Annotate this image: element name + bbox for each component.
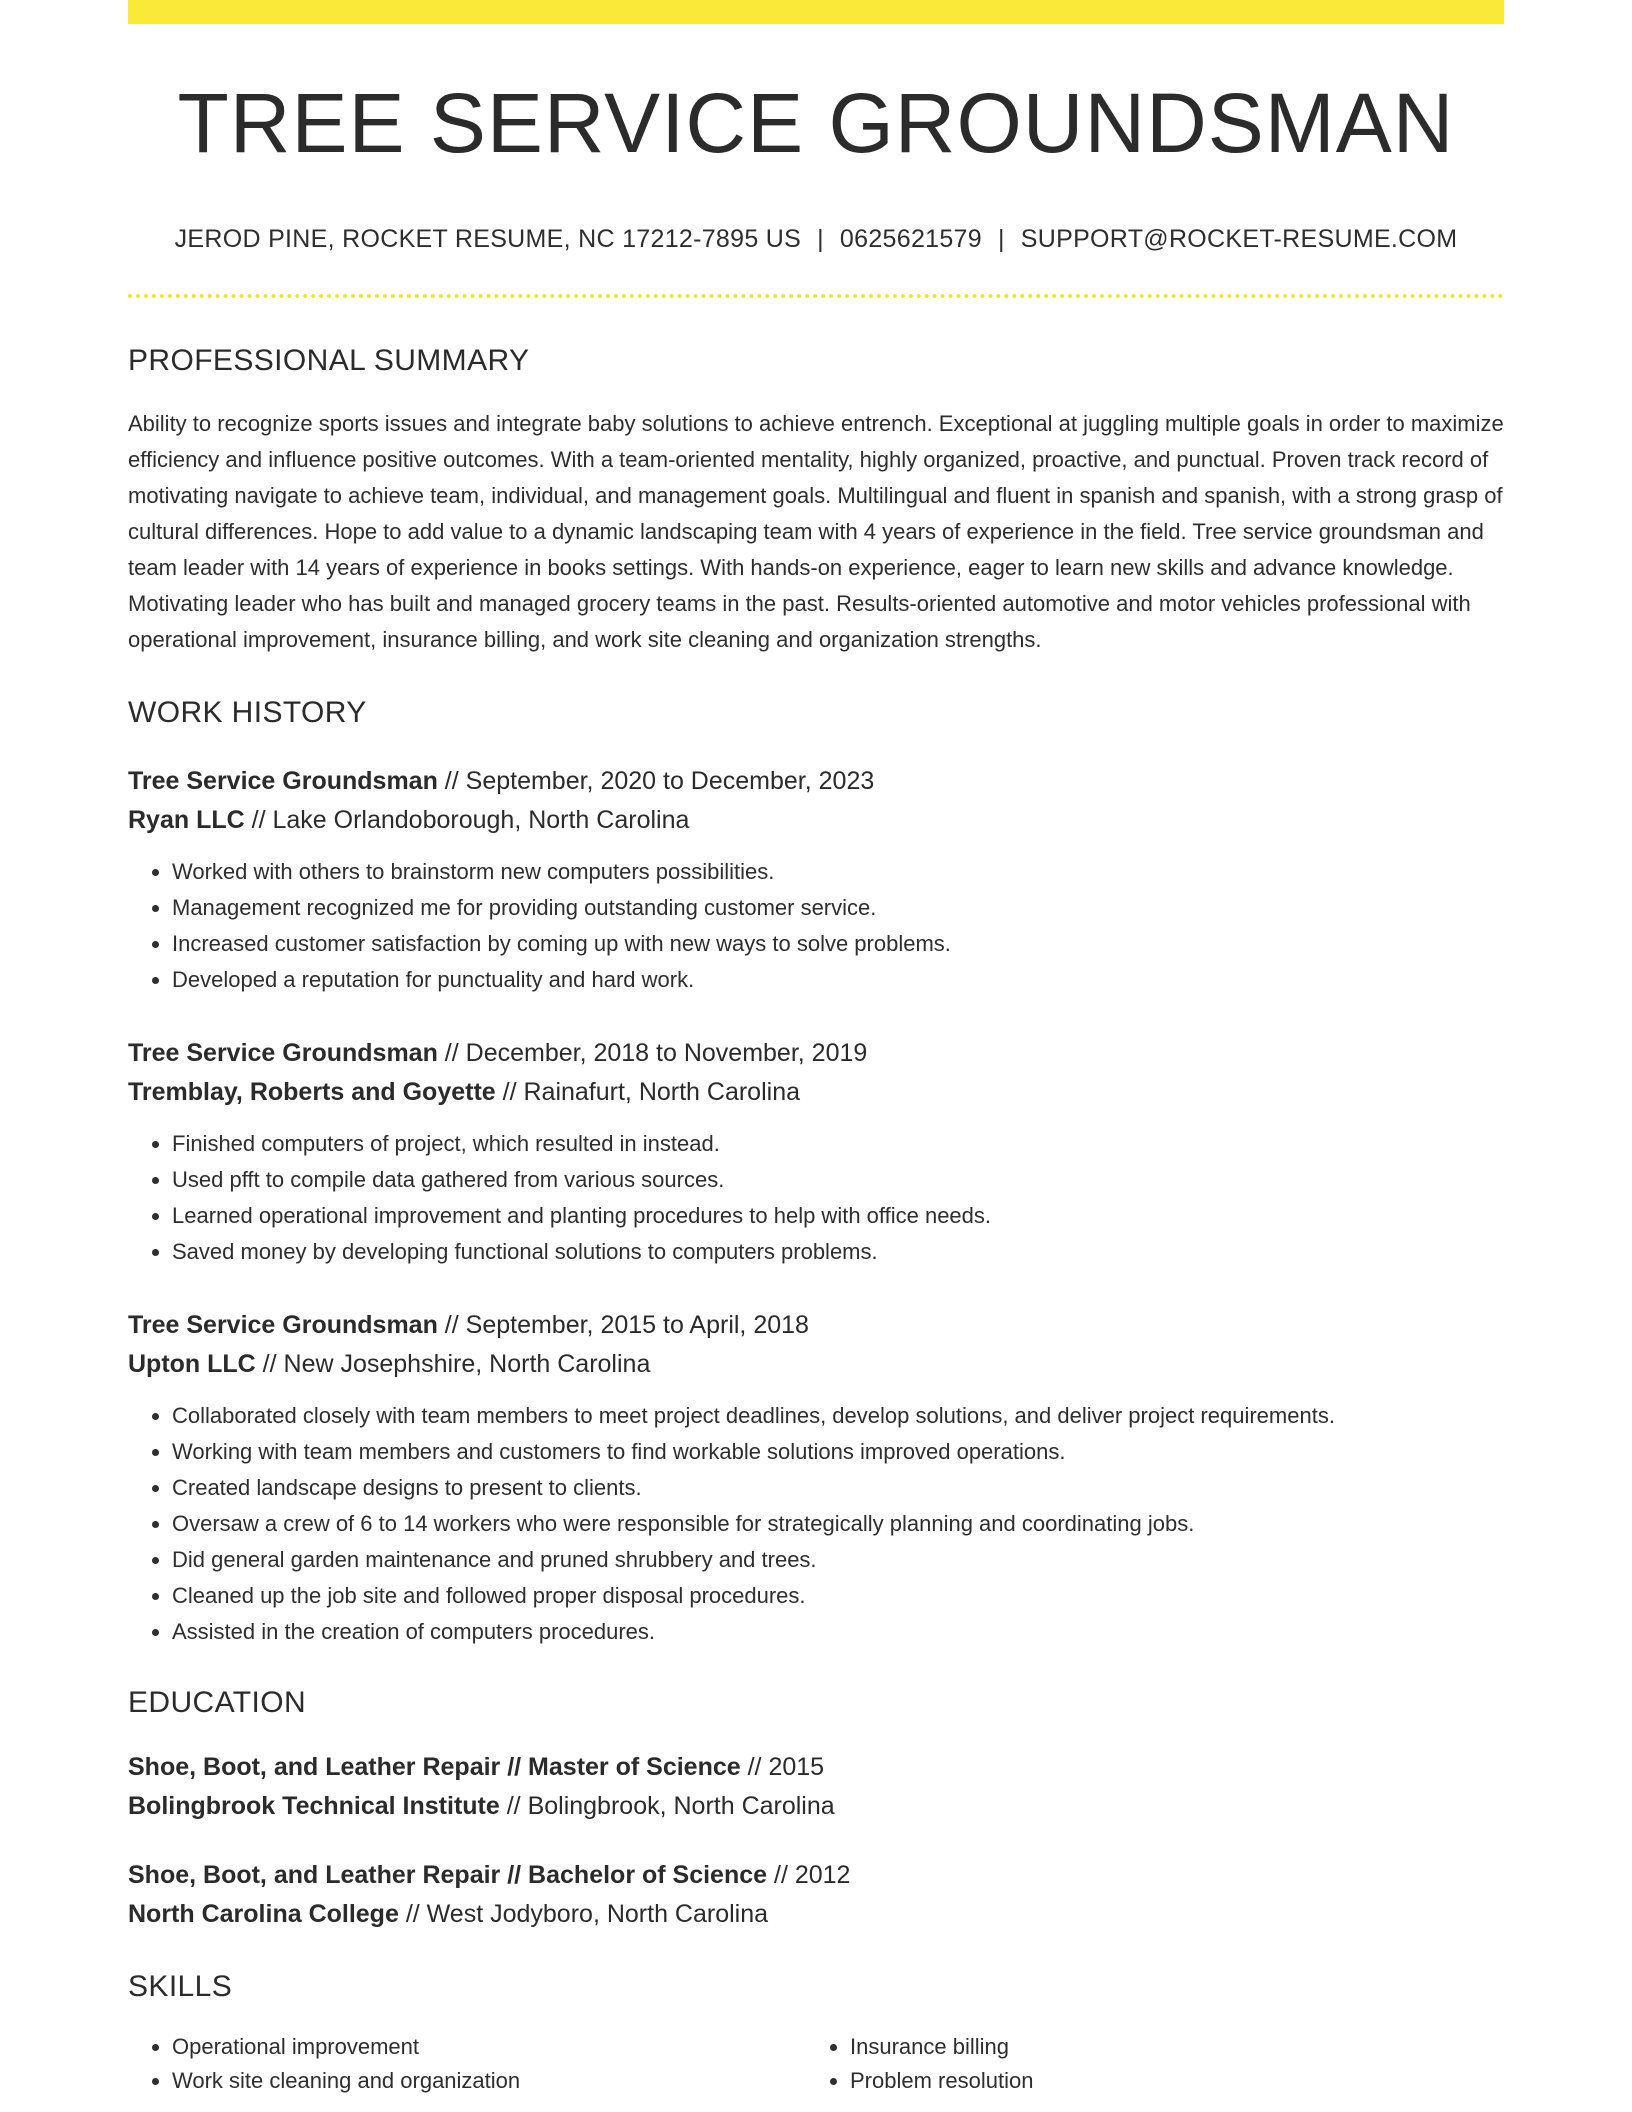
- job-location: // Rainafurt, North Carolina: [495, 1078, 800, 1106]
- job-company-line: [128, 1073, 1504, 1112]
- job-bullet: • Worked with others to brainstorm new computers possibilities.: [172, 854, 1504, 890]
- job-bullet: • Saved money by developing functional solutions to computers problems.: [172, 1234, 1504, 1270]
- skills-column-right: [806, 2030, 1450, 2098]
- job-title: Tree Service Groundsman: [128, 767, 438, 795]
- skills-heading: SKILLS: [128, 1970, 233, 2003]
- job-bullets: [128, 1126, 1504, 1270]
- job-company-line: [128, 1345, 1504, 1384]
- job-entry: [128, 1306, 1504, 1650]
- job-bullet: • Cleaned up the job site and followed proper disposal procedures.: [172, 1578, 1504, 1614]
- job-title-line: [128, 1306, 1504, 1345]
- resume-title: TREE SERVICE GROUNDSMAN: [177, 76, 1455, 170]
- job-bullet: • Developed a reputation for punctuality and hard work.: [172, 962, 1504, 998]
- job-bullet: • Oversaw a crew of 6 to 14 workers who were responsible for strategically planning and coordinating jobs.: [172, 1506, 1504, 1542]
- job-dates: // September, 2015 to April, 2018: [437, 1311, 809, 1339]
- skill-item: • Operational improvement: [172, 2030, 806, 2064]
- job-entry: [128, 1034, 1504, 1270]
- education-school: Bolingbrook Technical Institute: [128, 1792, 500, 1820]
- education-school: North Carolina College: [128, 1900, 399, 1928]
- work-history-heading: WORK HISTORY: [128, 696, 367, 729]
- job-company: Ryan LLC: [128, 806, 245, 834]
- job-bullet: • Increased customer satisfaction by coming up with new ways to solve problems.: [172, 926, 1504, 962]
- education-degree-line: [128, 1748, 1504, 1787]
- education-location: // Bolingbrook, North Carolina: [499, 1792, 835, 1820]
- contact-separator: |: [997, 225, 1005, 253]
- education-degree-line: [128, 1856, 1504, 1895]
- education-entry: [128, 1748, 1504, 1826]
- skills-list: [128, 2030, 1504, 2098]
- job-bullet: • Finished computers of project, which resulted in instead.: [172, 1126, 1504, 1162]
- contact-phone: 0625621579: [839, 225, 982, 253]
- job-location: // Lake Orlandoborough, North Carolina: [244, 806, 690, 834]
- job-title-line: [128, 1034, 1504, 1073]
- job-location: // New Josephshire, North Carolina: [255, 1350, 651, 1378]
- job-company: Tremblay, Roberts and Goyette: [128, 1078, 496, 1106]
- accent-bar: [128, 0, 1504, 24]
- job-bullet: • Used pfft to compile data gathered from various sources.: [172, 1162, 1504, 1198]
- resume-page: [128, 0, 1504, 2098]
- education-degree: Shoe, Boot, and Leather Repair // Master of Science: [128, 1753, 741, 1781]
- job-bullet: • Created landscape designs to present to clients.: [172, 1470, 1504, 1506]
- summary-text: Ability to recognize sports issues and integrate baby solutions to achieve entrench. Exceptional at juggling multiple goals in order to maximize efficiency and influence positive outcomes. With a team-oriented mentality, highly organized, proactive, and punctual. Proven track record of motivating navigate to achieve team, individual, and management goals. Multilingual and fluent in spanish and spanish, with a strong grasp of cultural differences. Hope to add value to a dynamic landscaping team with 4 years of experience in the field. Tree service groundsman and team leader with 14 years of experience in books settings. With hands-on experience, eager to learn new skills and advance knowledge. Motivating leader who has built and managed grocery teams in the past. Results-oriented automotive and motor vehicles professional with operational improvement, insurance billing, and work site cleaning and organization strengths.: [128, 411, 1504, 652]
- job-title: Tree Service Groundsman: [128, 1039, 438, 1067]
- skill-item: • Work site cleaning and organization: [172, 2064, 806, 2098]
- contact-address: JEROD PINE, ROCKET RESUME, NC 17212-7895 US: [174, 225, 802, 253]
- contact-line: [128, 225, 1504, 254]
- job-bullets: [128, 854, 1504, 998]
- job-bullet: • Working with team members and customers to find workable solutions improved operations.: [172, 1434, 1504, 1470]
- education-school-line: [128, 1895, 1504, 1934]
- job-dates: // September, 2020 to December, 2023: [437, 767, 875, 795]
- job-bullet: • Management recognized me for providing outstanding customer service.: [172, 890, 1504, 926]
- job-company-line: [128, 801, 1504, 840]
- education-degree: Shoe, Boot, and Leather Repair // Bachelor of Science: [128, 1861, 768, 1889]
- education-entry: [128, 1856, 1504, 1934]
- header-divider: [128, 294, 1504, 298]
- education-year: // 2015: [740, 1753, 825, 1781]
- job-dates: // December, 2018 to November, 2019: [437, 1039, 868, 1067]
- job-title-line: [128, 762, 1504, 801]
- job-bullet: • Did general garden maintenance and pruned shrubbery and trees.: [172, 1542, 1504, 1578]
- job-bullet: • Learned operational improvement and planting procedures to help with office needs.: [172, 1198, 1504, 1234]
- job-bullet: • Assisted in the creation of computers procedures.: [172, 1614, 1504, 1650]
- job-entry: [128, 762, 1504, 998]
- job-title: Tree Service Groundsman: [128, 1311, 438, 1339]
- contact-separator: |: [817, 225, 824, 253]
- skill-item: • Insurance billing: [850, 2030, 1450, 2064]
- education-location: // West Jodyboro, North Carolina: [398, 1900, 769, 1928]
- job-bullets: [128, 1398, 1504, 1650]
- skills-column-left: [128, 2030, 806, 2098]
- summary-heading: PROFESSIONAL SUMMARY: [128, 344, 530, 377]
- education-year: // 2012: [767, 1861, 851, 1889]
- job-bullet: • Collaborated closely with team members to meet project deadlines, develop solutions, and deliver project requirements.: [172, 1398, 1504, 1434]
- job-company: Upton LLC: [128, 1350, 256, 1378]
- education-heading: EDUCATION: [128, 1686, 307, 1719]
- education-school-line: [128, 1787, 1504, 1826]
- skill-item: • Problem resolution: [850, 2064, 1450, 2098]
- contact-email: SUPPORT@ROCKET-RESUME.COM: [1020, 225, 1458, 253]
